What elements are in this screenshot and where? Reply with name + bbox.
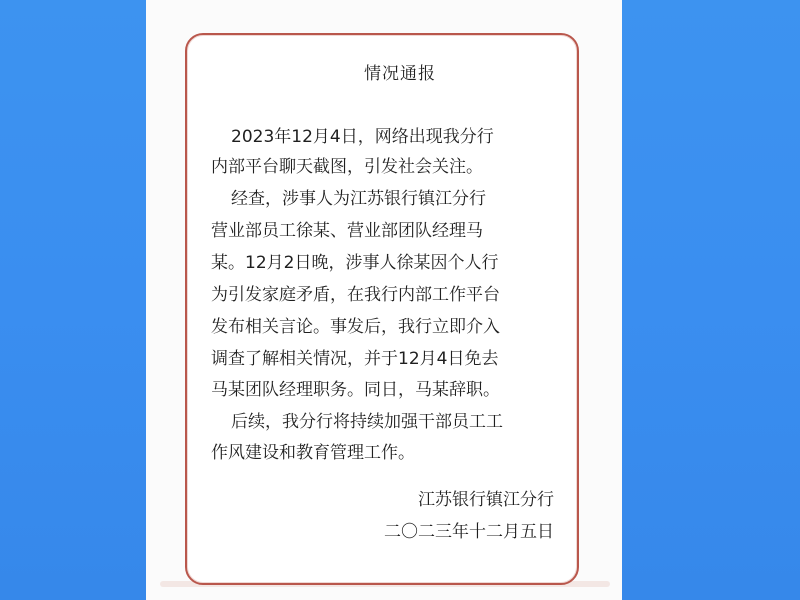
paragraph-2-line-5: 发布相关言论。事发后，我行立即介入 bbox=[211, 317, 500, 337]
right-blue-panel bbox=[622, 0, 800, 600]
signature-org: 江苏银行镇江分行 bbox=[418, 490, 554, 510]
paragraph-2-line-1: 经查，涉事人为江苏银行镇江分行 bbox=[231, 189, 486, 209]
paragraph-3-line-1: 后续，我分行将持续加强干部员工工 bbox=[231, 412, 503, 432]
paragraph-1-line-1: 2023年12月4日，网络出现我分行 bbox=[231, 127, 494, 147]
paragraph-2-line-3: 某。12月2日晚，涉事人徐某因个人行 bbox=[211, 253, 499, 273]
paragraph-2-line-2: 营业部员工徐某、营业部团队经理马 bbox=[211, 221, 483, 241]
paragraph-2-line-4: 为引发家庭矛盾，在我行内部工作平台 bbox=[211, 285, 500, 305]
paragraph-3-line-2: 作风建设和教育管理工作。 bbox=[211, 443, 415, 463]
paragraph-1-line-2: 内部平台聊天截图，引发社会关注。 bbox=[211, 157, 483, 177]
signature-date: 二〇二三年十二月五日 bbox=[384, 522, 554, 542]
left-blue-panel bbox=[0, 0, 146, 600]
paragraph-2-line-7: 马某团队经理职务。同日，马某辞职。 bbox=[211, 380, 500, 400]
paragraph-2-line-6: 调查了解相关情况，并于12月4日免去 bbox=[211, 349, 499, 369]
notice-title: 情况通报 bbox=[364, 64, 436, 84]
